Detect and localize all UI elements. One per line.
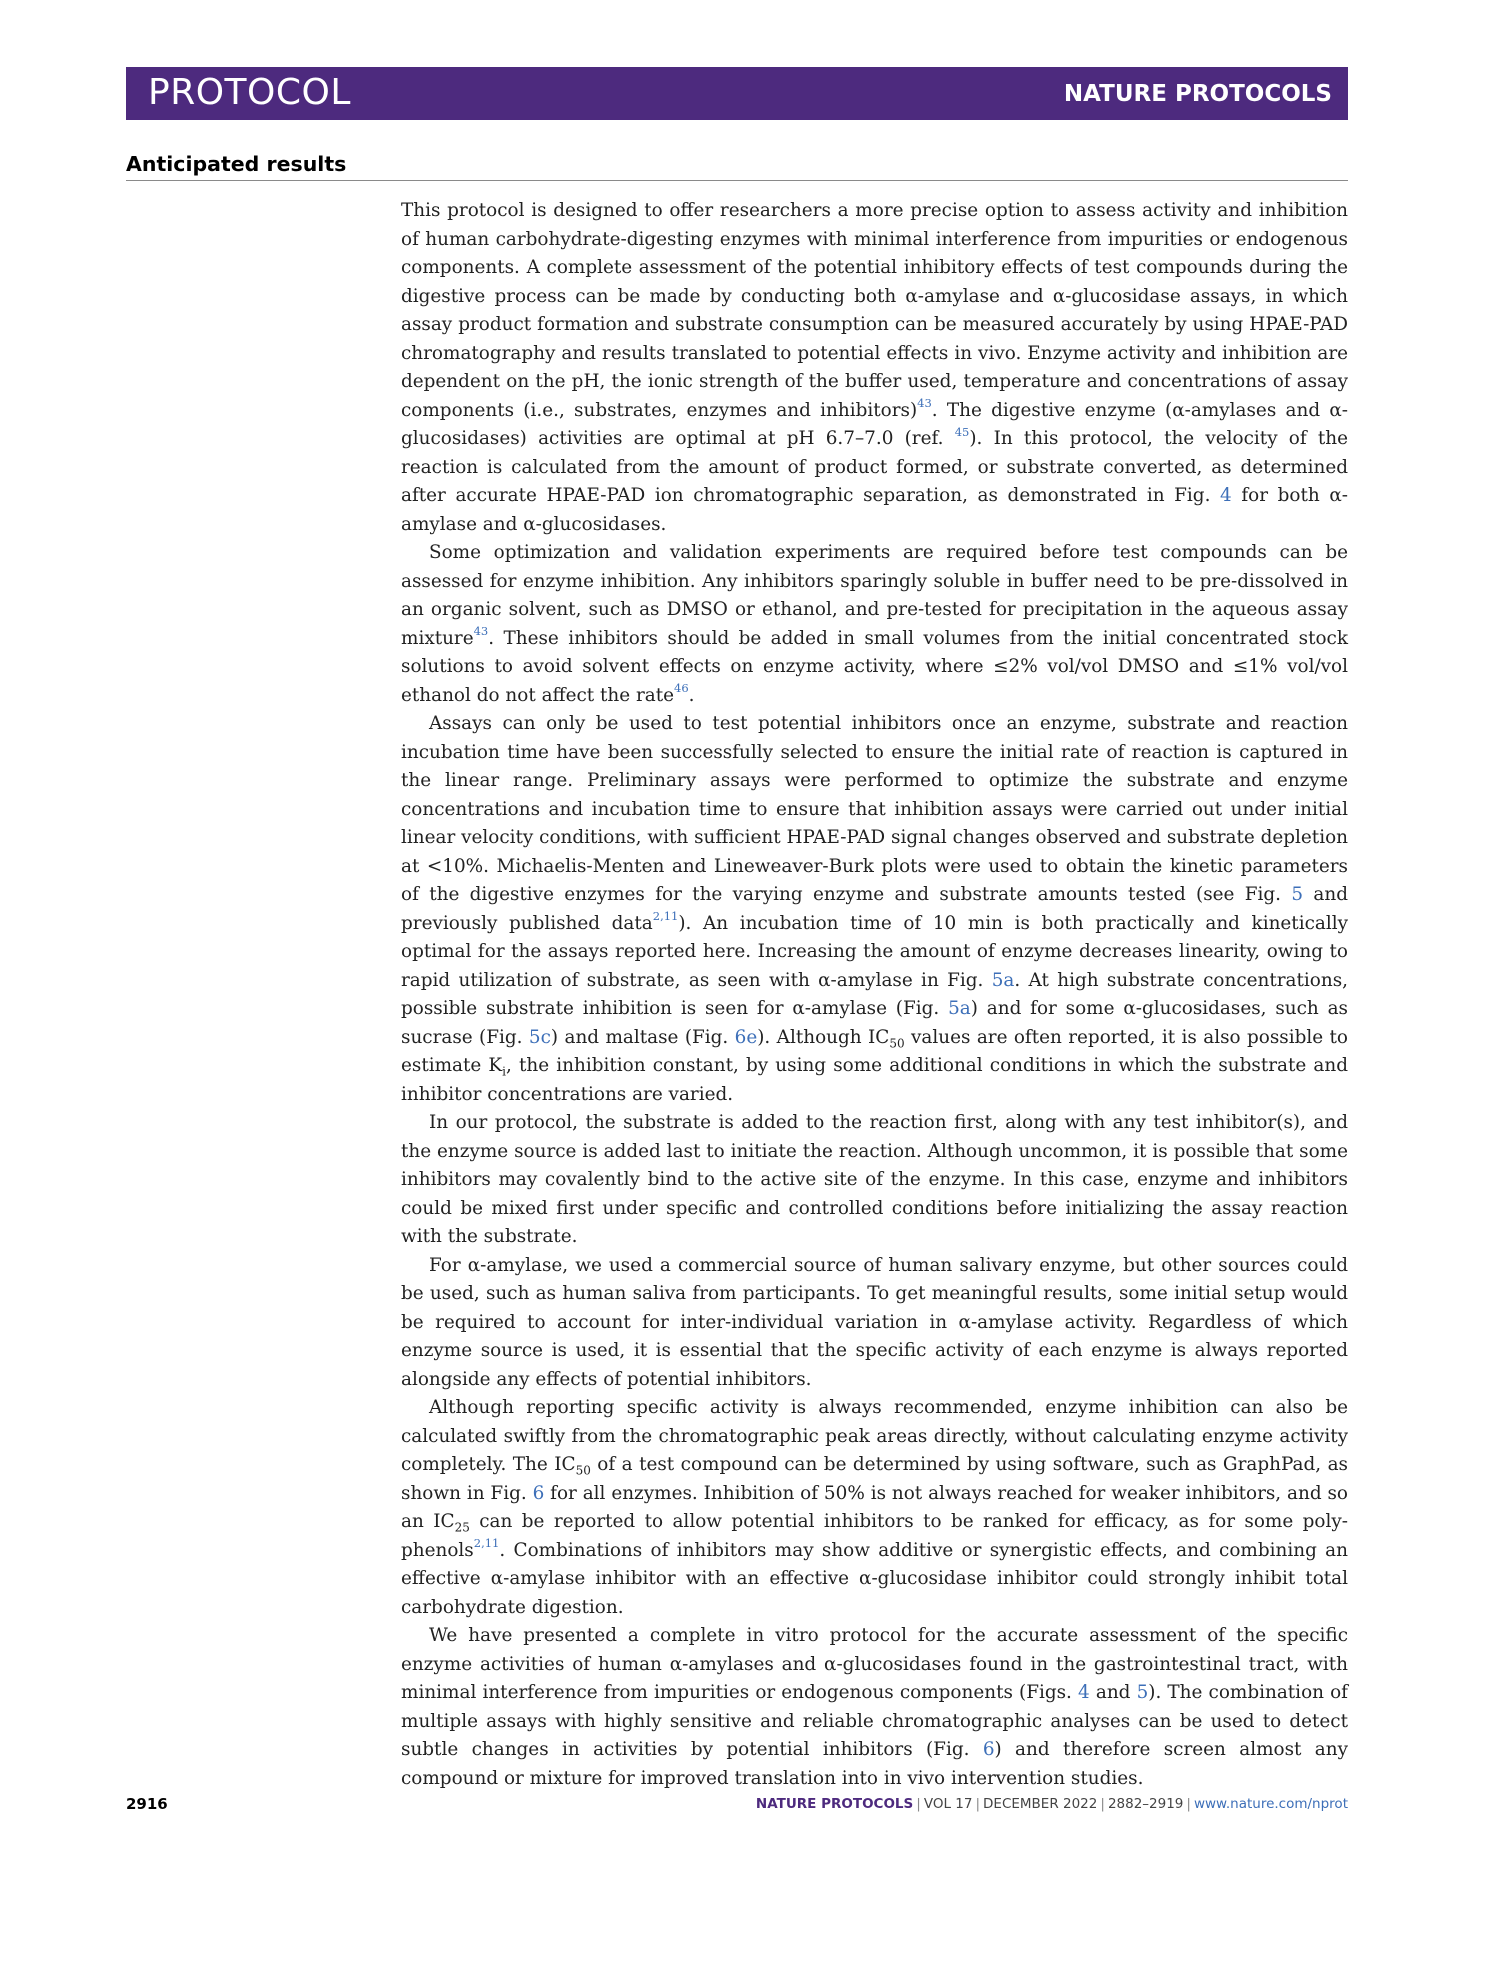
figure-link[interactable]: 5a	[948, 998, 971, 1019]
footer-separator: |	[916, 1796, 921, 1812]
section-divider	[126, 180, 1348, 181]
figure-link[interactable]: 6	[532, 1482, 545, 1504]
citation-link[interactable]: 43	[917, 396, 932, 411]
text-run: Some optimization and validation experiments are required before test compounds can be assessed for enzyme inhibition. Any inhibitors sparingly soluble in buffer need to be pre-dissolved in an organic solvent, such as DMSO or ethanol, and pre-tested for precipitation in the aqueous assay mixture	[401, 542, 1348, 649]
text-run: ). In this protocol, the velocity of the reaction is calculated from the amount of product formed, or substrate converted, as determined after accurate HPAE-PAD ion chromatographic separation, as demonstrated in Fig.	[401, 428, 1349, 506]
article-type-label: PROTOCOL	[148, 72, 351, 113]
paragraph-2	[401, 539, 1348, 710]
text-run: and previously published data	[401, 884, 1348, 934]
text-run: ). An incubation time of 10 min is both practically and kinetically optimal for the assays reported here. Increasing the amount of enzyme decreases linearity, owing to rapid utilization of substrate, as seen with α-amylase in Fig.	[401, 912, 1348, 991]
subscript: 50	[889, 1036, 905, 1051]
figure-link[interactable]: 5a	[991, 969, 1015, 991]
figure-link[interactable]: 5	[1136, 1682, 1149, 1703]
figure-link[interactable]: 5	[1291, 884, 1304, 905]
text-run: ) and maltase (Fig.	[550, 1026, 735, 1048]
subscript: 25	[454, 1520, 470, 1535]
text-run: of a test compound can be determined by using software, such as GraphPad, as shown in Fig.	[401, 1454, 1348, 1504]
body-text	[401, 197, 1348, 1793]
footer-separator: |	[975, 1796, 981, 1812]
text-run: . The digestive enzyme (α-amylases and α-glucosidases) activities are optimal at pH 6.7–7.0 (ref.	[401, 399, 1348, 449]
figure-link[interactable]: 6e	[734, 1026, 758, 1048]
text-run: ). The combination of multiple assays with highly sensitive and reliable chromatographic analyses can be used to detect subtle changes in activities by potential inhibitors (Fig.	[401, 1682, 1348, 1760]
section-heading: Anticipated results	[126, 152, 347, 176]
subscript: 50	[575, 1463, 591, 1478]
text-run: values are often reported, it is also possible to estimate K	[401, 1026, 1348, 1076]
footer-citation	[756, 1796, 1348, 1812]
text-run: ) and for some α-glucosidases, such as sucrase (Fig.	[401, 998, 1348, 1048]
citation-link[interactable]: 45	[954, 424, 970, 439]
paragraph-1	[401, 197, 1348, 539]
text-run: for both α-amylase and α-glucosidases.	[401, 485, 1348, 535]
paragraph-3	[401, 710, 1348, 1109]
footer-url-link[interactable]: www.nature.com/nprot	[1193, 1796, 1348, 1812]
page-number: 2916	[126, 1795, 168, 1813]
journal-banner	[126, 67, 1348, 120]
text-run: . At high substrate concentrations, possible substrate inhibition is seen for α-amylase (Fig.	[401, 969, 1348, 1019]
figure-link[interactable]: 5c	[528, 1026, 551, 1048]
citation-link[interactable]: 43	[473, 624, 489, 639]
citation-link[interactable]: 46	[674, 681, 689, 696]
footer-separator: |	[1100, 1796, 1105, 1812]
subscript: i	[502, 1064, 507, 1079]
citation-link[interactable]: 2,11	[652, 909, 679, 924]
paragraph-5: For α-amylase, we used a commercial source of human salivary enzyme, but other sources could be used, such as human saliva from participants. To get meaningful results, some initial setup would be required to account for inter-individual variation in α-amylase activity. Regardless of which enzyme source is used, it is essential that the specific activity of each enzyme is always reported alongside any effects of potential inhibitors.	[401, 1254, 1348, 1390]
text-run: .	[688, 684, 695, 706]
text-run: . Combinations of inhibitors may show additive or synergistic effects, and combining an effective α-amylase inhibitor with an effective α-glucosidase inhibitor could strongly inhibit total carbohydrate digestion.	[401, 1539, 1348, 1618]
citation-link[interactable]: 2,11	[473, 1536, 500, 1551]
paragraph-7	[401, 1622, 1348, 1793]
text-run: for all enzymes. Inhibition of 50% is not always reached for weaker inhibitors, and so an IC	[401, 1482, 1348, 1532]
footer-pages: 2882–2919	[1107, 1796, 1184, 1812]
journal-name: NATURE PROTOCOLS	[1063, 81, 1332, 107]
paragraph-6	[401, 1394, 1348, 1622]
text-run: can be reported to allow potential inhibitors to be ranked for efficacy, as for some poly-phenols	[401, 1511, 1348, 1561]
text-run: . These inhibitors should be added in small volumes from the initial concentrated stock solutions to avoid solvent effects on enzyme activity, where ≤2% vol/vol DMSO and ≤1% vol/vol ethanol do not affect the rate	[401, 627, 1348, 706]
footer-volume: VOL 17	[923, 1796, 973, 1812]
text-run: ) and therefore screen almost any compound or mixture for improved translation into in vivo intervention studies.	[401, 1739, 1348, 1789]
figure-link[interactable]: 4	[1220, 485, 1232, 506]
text-run: , the inhibition constant, by using some additional conditions in which the substrate and inhibitor concentrations are varied.	[401, 1055, 1348, 1105]
text-run: Although reporting specific activity is always recommended, enzyme inhibition can also be calculated swiftly from the chromatographic peak areas directly, without calculating enzyme activity completely. The IC	[401, 1397, 1348, 1475]
figure-link[interactable]: 6	[982, 1739, 995, 1760]
paragraph-4: In our protocol, the substrate is added to the reaction first, along with any test inhibitor(s), and the enzyme source is added last to initiate the reaction. Although uncommon, it is possible that some inhibitors may covalently bind to the active site of the enzyme. In this case, enzyme and inhibitors could be mixed first under specific and controlled conditions before initializing the assay reaction with the substrate.	[401, 1112, 1348, 1247]
footer-separator: |	[1186, 1796, 1191, 1812]
text-run: Assays can only be used to test potential inhibitors once an enzyme, substrate and reaction incubation time have been successfully selected to ensure the initial rate of reaction is captured in the linear range. Preliminary assays were performed to optimize the substrate and enzyme concentrations and incubation time to ensure that inhibition assays were carried out under initial linear velocity conditions, with sufficient HPAE-PAD signal changes observed and substrate depletion at <10%. Michaelis-Menten and Lineweaver-Burk plots were used to obtain the kinetic parameters of the digestive enzymes for the varying enzyme and substrate amounts tested (see Fig.	[401, 713, 1348, 905]
text-run: ). Although IC	[757, 1026, 890, 1048]
figure-link[interactable]: 4	[1078, 1682, 1090, 1703]
footer-journal: NATURE PROTOCOLS	[755, 1796, 914, 1812]
text-run: This protocol is designed to offer researchers a more precise option to assess activity and inhibition of human carbohydrate-digesting enzymes with minimal interference from impurities or endogenous components. A complete assessment of the potential inhibitory effects of test compounds during the digestive process can be made by conducting both α-amylase and α-glucosidase assays, in which assay product formation and substrate consumption can be measured accurately by using HPAE-PAD chromatography and results translated to potential effects in vivo. Enzyme activity and inhibition are dependent on the pH, the ionic strength of the buffer used, temperature and concentrations of assay components (i.e., substrates, enzymes and inhibitors)	[401, 200, 1348, 421]
text-run: We have presented a complete in vitro protocol for the accurate assessment of the specific enzyme activities of human α-amylases and α-glucosidases found in the gastrointestinal tract, with minimal interference from impurities or endogenous components (Figs.	[401, 1625, 1348, 1703]
footer-date: DECEMBER 2022	[983, 1796, 1098, 1812]
text-run: and	[1089, 1682, 1137, 1703]
